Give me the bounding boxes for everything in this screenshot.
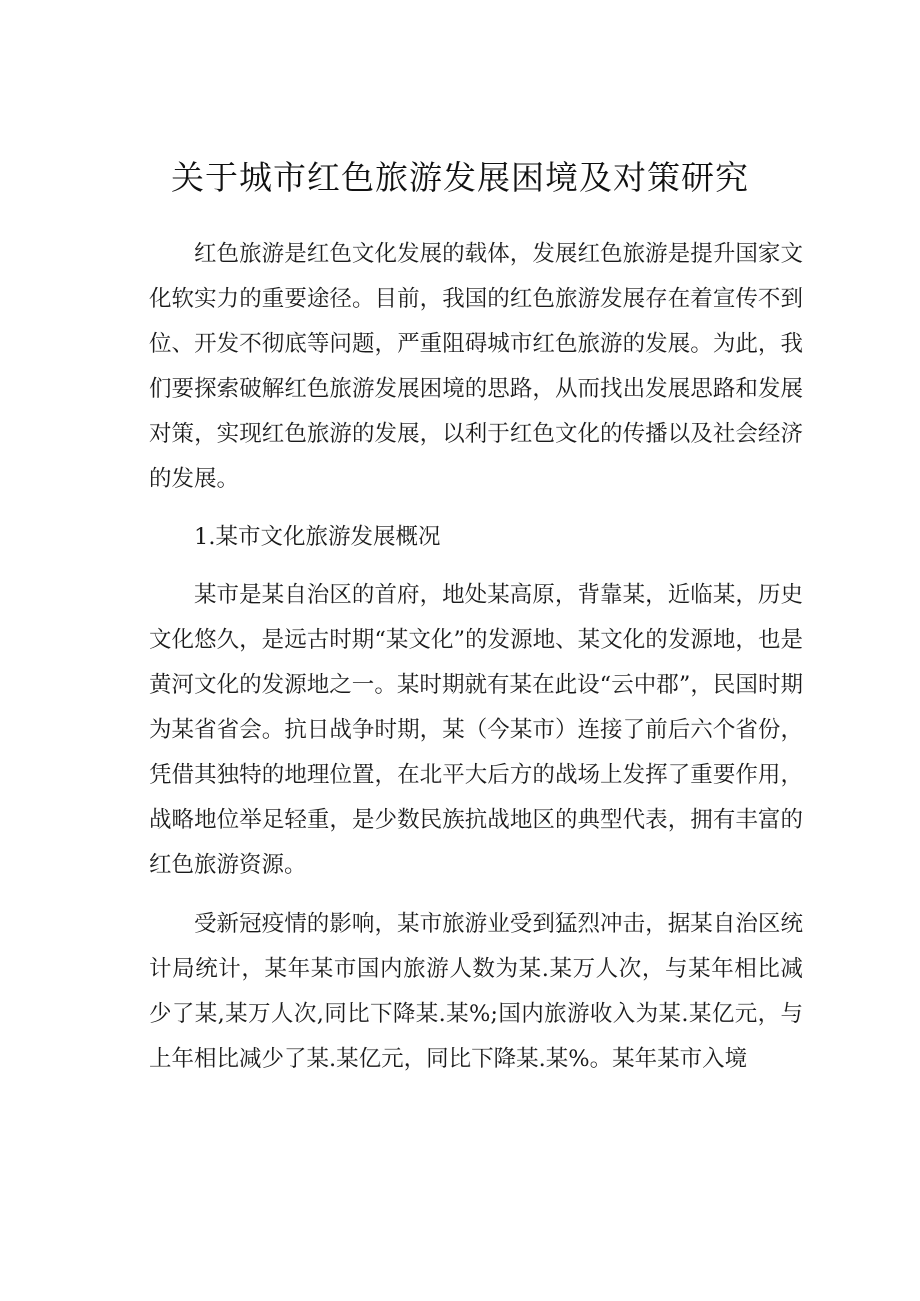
paragraph-intro: 红色旅游是红色文化发展的载体，发展红色旅游是提升国家文化软实力的重要途径。目前，我国的红色旅游发展存在着宣传不到位、开发不彻底等问题，严重阻碍城市红色旅游的发展。为此，我们要探索破解红色旅游发展困境的思路，从而找出发展思路和发展对策，实现红色旅游的发展，以利于红色文化的传播以及社会经济的发展。 (149, 241, 803, 492)
document-body (149, 232, 803, 1082)
paragraph-pandemic-impact: 受新冠疫情的影响，某市旅游业受到猛烈冲击，据某自治区统计局统计，某年某市国内旅游人数为某.某万人次，与某年相比减少了某,某万人次,同比下降某.某%;国内旅游收入为某.某亿元，与上年相比减少了某.某亿元，同比下降某.某%。某年某市入境 (149, 911, 803, 1072)
section-heading: 1.某市文化旅游发展概况 (194, 524, 441, 550)
document-title: 关于城市红色旅游发展困境及对策研究 (171, 158, 749, 197)
paragraph-city-overview: 某市是某自治区的首府，地处某高原，背靠某，近临某，历史文化悠久，是远古时期“某文化”的发源地、某文化的发源地，也是黄河文化的发源地之一。某时期就有某在此设“云中郡”，民国时期为某省省会。抗日战争时期，某（今某市）连接了前后六个省份，凭借其独特的地理位置，在北平大后方的战场上发挥了重要作用，战略地位举足轻重，是少数民族抗战地区的典型代表，拥有丰富的红色旅游资源。 (149, 582, 803, 878)
